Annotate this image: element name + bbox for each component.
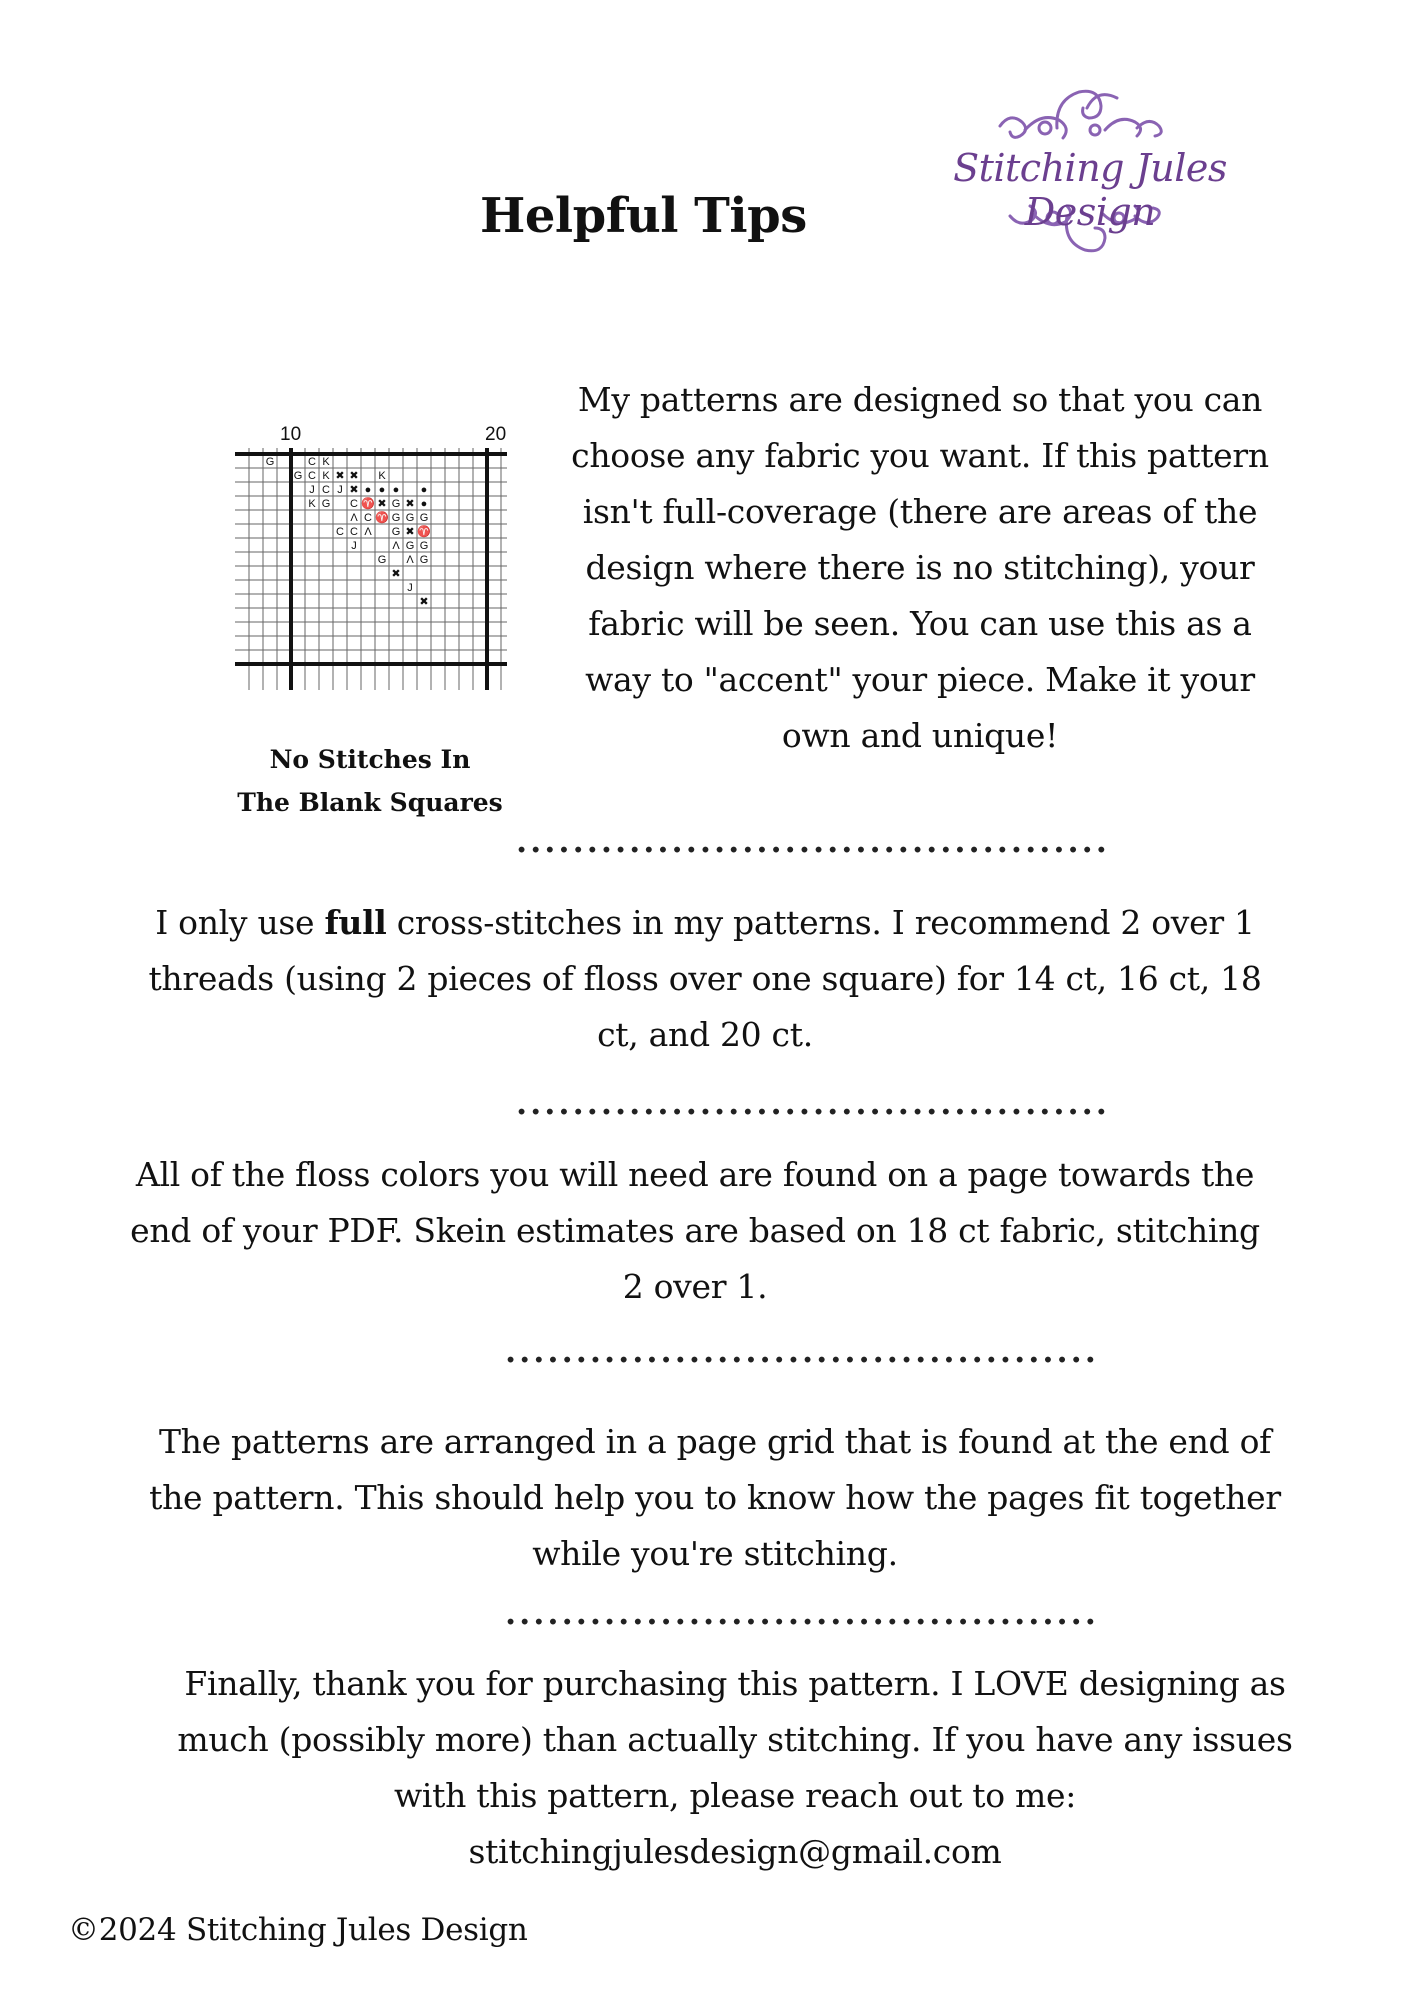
copyright: ©2024 Stitching Jules Design [68,1912,528,1948]
svg-text:✖: ✖ [349,484,359,496]
separator-3: .......................................... [505,1332,1099,1370]
tip-stitches-before: I only use [155,903,325,942]
svg-text:✖: ✖ [349,470,359,482]
svg-text:G: G [419,540,429,552]
svg-text:G: G [391,512,401,524]
svg-text:C: C [364,512,372,524]
tip-fabric: My patterns are designed so that you can choose any fabric you want. If this pattern isn't full-coverage (there are areas of the design where there is no stitching), your fabric will be seen. You can use this as a way to "accent" your piece. Make it your own and unique! [571,380,1269,755]
svg-text:Λ: Λ [392,540,400,552]
brand-logo [905,68,1275,288]
svg-text:G: G [419,554,429,566]
caption-line-1: No Stitches In [269,745,471,774]
svg-text:C: C [308,456,316,468]
svg-text:✖: ✖ [377,498,387,510]
separator-2: .......................................... [516,1084,1110,1122]
svg-text:G: G [419,512,429,524]
svg-text:G: G [391,526,401,538]
svg-text:K: K [322,456,330,468]
tip-thanks-text: Finally, thank you for purchasing this pattern. I LOVE designing as much (possibly more) than actually stitching. If you have any issues with this pattern, please reach out to me: [177,1664,1293,1815]
logo-text: Stitching Jules Design [953,146,1227,234]
svg-text:G: G [377,554,387,566]
svg-text:●: ● [392,484,400,496]
svg-text:●: ● [420,498,428,510]
svg-text:G: G [405,540,415,552]
svg-text:G: G [265,456,275,468]
svg-text:✖: ✖ [405,526,415,538]
svg-text:✖: ✖ [335,470,345,482]
tip-stitches-bold: full [324,903,387,942]
separator-1: .......................................... [516,822,1110,860]
svg-text:C: C [308,470,316,482]
svg-text:●: ● [364,484,372,496]
svg-text:●: ● [420,484,428,496]
svg-text:J: J [337,484,343,496]
svg-text:●: ● [378,484,386,496]
tip-thanks [160,1656,1310,1880]
chart-col-label-start: 10 [280,424,302,445]
chart-example-image [235,418,507,692]
svg-text:K: K [308,498,316,510]
tip-stitches-after: cross-stitches in my patterns. I recommend 2 over 1 threads (using 2 pieces of floss over one square) for 14 ct, 16 ct, 18 ct, and 20 ct. [148,903,1262,1054]
page-title: Helpful Tips [480,188,807,244]
svg-text:✖: ✖ [391,568,401,580]
chart-caption [200,738,540,824]
svg-text:C: C [350,498,358,510]
svg-text:Λ: Λ [364,526,372,538]
svg-text:C: C [322,484,330,496]
tip-stitches [140,895,1270,1063]
svg-text:J: J [351,540,357,552]
tip-page-grid: The patterns are arranged in a page grid that is found at the end of the pattern. This should help you to know how the pages fit together while you're stitching. [149,1422,1281,1573]
caption-line-2: The Blank Squares [237,788,503,817]
contact-email[interactable]: stitchingjulesdesign@gmail.com [468,1832,1002,1871]
svg-text:C: C [350,526,358,538]
svg-text:K: K [322,470,330,482]
svg-text:C: C [336,526,344,538]
chart-col-label-end: 20 [485,424,507,445]
separator-4: .......................................... [505,1594,1099,1632]
svg-text:Λ: Λ [350,512,358,524]
svg-text:✖: ✖ [419,596,429,608]
svg-text:J: J [407,582,413,594]
svg-text:K: K [378,470,386,482]
svg-text:G: G [405,512,415,524]
svg-text:✖: ✖ [405,498,415,510]
svg-text:G: G [293,470,303,482]
svg-text:♈: ♈ [361,498,375,510]
svg-text:Λ: Λ [406,554,414,566]
svg-text:♈: ♈ [375,512,389,524]
svg-text:G: G [391,498,401,510]
tip-floss: All of the floss colors you will need are found on a page towards the end of your PDF. Skein estimates are based on 18 ct fabric, stitching 2 over 1. [130,1155,1260,1306]
svg-text:G: G [321,498,331,510]
svg-text:J: J [309,484,315,496]
svg-text:♈: ♈ [417,526,431,538]
